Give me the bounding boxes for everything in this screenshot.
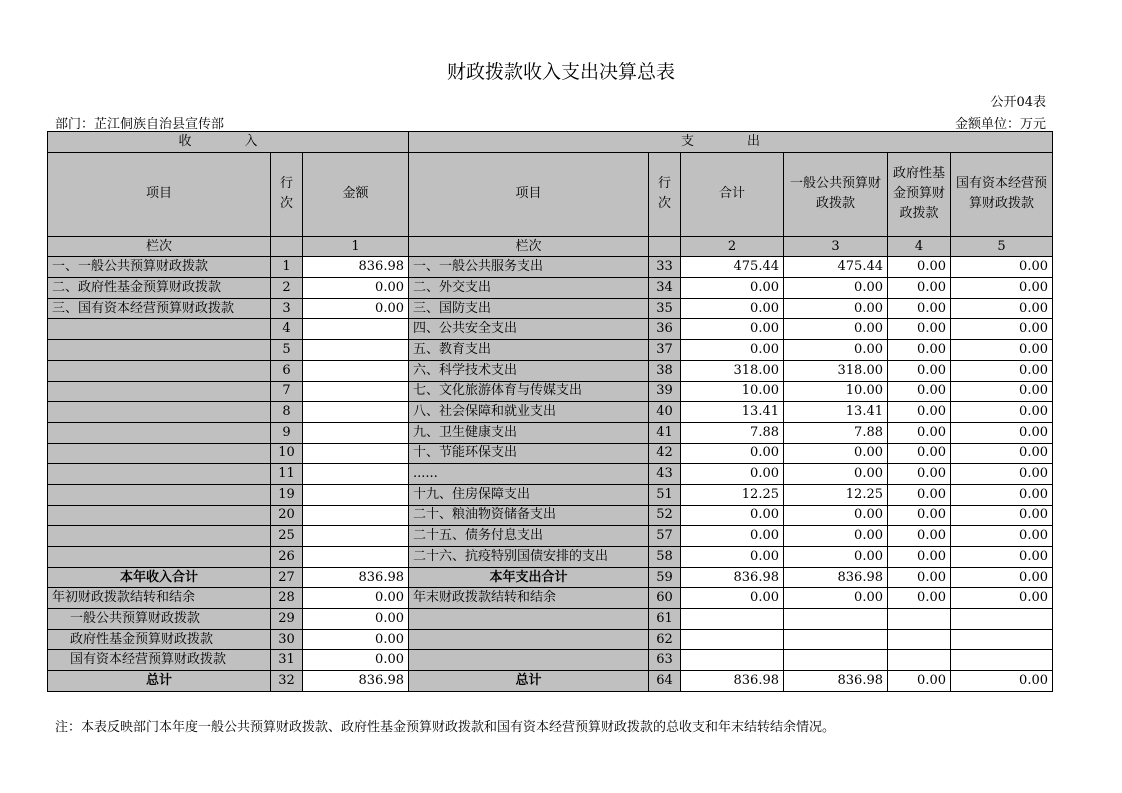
expense-item: 九、卫生健康支出 xyxy=(409,422,649,443)
expense-item xyxy=(409,609,649,630)
income-row-no: 27 xyxy=(271,567,303,588)
income-row-no: 28 xyxy=(271,588,303,609)
expense-row-no: 43 xyxy=(649,464,681,485)
income-row-no: 29 xyxy=(271,609,303,630)
expense-item: 一、一般公共服务支出 xyxy=(409,257,649,278)
expense-gov-fund: 0.00 xyxy=(888,381,951,402)
expense-state-capital: 0.00 xyxy=(951,278,1053,299)
expense-item: 二十五、债务付息支出 xyxy=(409,526,649,547)
income-row-no: 25 xyxy=(271,526,303,547)
expense-state-capital: 0.00 xyxy=(951,360,1053,381)
expense-gov-fund: 0.00 xyxy=(888,464,951,485)
expense-general-budget xyxy=(784,629,888,650)
income-amount: 836.98 xyxy=(303,567,409,588)
expense-state-capital: 0.00 xyxy=(951,464,1053,485)
income-amount xyxy=(303,526,409,547)
table-row xyxy=(48,319,1053,340)
expense-gov-fund: 0.00 xyxy=(888,505,951,526)
expense-section-header: 支 出 xyxy=(409,132,1053,153)
expense-total: 0.00 xyxy=(681,340,784,361)
income-item: 本年收入合计 xyxy=(48,567,271,588)
expense-state-capital: 0.00 xyxy=(951,381,1053,402)
expense-row-no: 58 xyxy=(649,547,681,568)
income-section-header: 收 入 xyxy=(48,132,409,153)
income-item: 年初财政拨款结转和结余 xyxy=(48,588,271,609)
income-item xyxy=(48,360,271,381)
expense-item xyxy=(409,650,649,671)
expense-gov-fund xyxy=(888,650,951,671)
expense-item: 年末财政拨款结转和结余 xyxy=(409,588,649,609)
expense-general-budget: 10.00 xyxy=(784,381,888,402)
expense-state-capital: 0.00 xyxy=(951,526,1053,547)
table-row xyxy=(48,298,1053,319)
expense-item: 四、公共安全支出 xyxy=(409,319,649,340)
expense-row-no: 40 xyxy=(649,402,681,423)
income-item xyxy=(48,422,271,443)
income-row-no: 10 xyxy=(271,443,303,464)
expense-state-capital: 0.00 xyxy=(951,340,1053,361)
income-item xyxy=(48,526,271,547)
expense-general-budget: 0.00 xyxy=(784,319,888,340)
report-title: 财政拨款收入支出决算总表 xyxy=(446,61,675,83)
expense-total: 12.25 xyxy=(681,484,784,505)
carry-row xyxy=(48,609,1053,630)
income-row-no: 31 xyxy=(271,650,303,671)
income-item xyxy=(48,464,271,485)
expense-item: 三、国防支出 xyxy=(409,298,649,319)
income-amount xyxy=(303,422,409,443)
income-amount: 0.00 xyxy=(303,588,409,609)
expense-gov-fund: 0.00 xyxy=(888,319,951,340)
expense-row-no: 34 xyxy=(649,278,681,299)
header-state-capital: 国有资本经营预算财政拨款 xyxy=(951,152,1053,236)
income-row-no: 11 xyxy=(271,464,303,485)
income-amount: 0.00 xyxy=(303,650,409,671)
expense-gov-fund: 0.00 xyxy=(888,484,951,505)
expense-gov-fund: 0.00 xyxy=(888,588,951,609)
expense-total: 0.00 xyxy=(681,547,784,568)
expense-gov-fund: 0.00 xyxy=(888,567,951,588)
expense-gov-fund xyxy=(888,629,951,650)
income-item: 三、国有资本经营预算财政拨款 xyxy=(48,298,271,319)
footnote: 注：本表反映部门本年度一般公共预算财政拨款、政府性基金预算财政拨款和国有资本经营预算财政拨款的总收支和年末结转结余情况。 xyxy=(55,720,836,735)
expense-total: 0.00 xyxy=(681,319,784,340)
expense-total: 475.44 xyxy=(681,257,784,278)
expense-state-capital: 0.00 xyxy=(951,319,1053,340)
expense-item: 七、文化旅游体育与传媒支出 xyxy=(409,381,649,402)
income-amount: 0.00 xyxy=(303,278,409,299)
income-row-no: 6 xyxy=(271,360,303,381)
income-amount xyxy=(303,484,409,505)
expense-row-no: 39 xyxy=(649,381,681,402)
income-row-no: 8 xyxy=(271,402,303,423)
expense-item: 二十六、抗疫特别国债安排的支出 xyxy=(409,547,649,568)
income-row-no: 20 xyxy=(271,505,303,526)
expense-item: 五、教育支出 xyxy=(409,340,649,361)
expense-item: 十、节能环保支出 xyxy=(409,443,649,464)
income-item xyxy=(48,547,271,568)
expense-gov-fund: 0.00 xyxy=(888,278,951,299)
expense-state-capital: 0.00 xyxy=(951,671,1053,692)
expense-row-no: 64 xyxy=(649,671,681,692)
expense-row-no: 62 xyxy=(649,629,681,650)
income-item: 二、政府性基金预算财政拨款 xyxy=(48,278,271,299)
income-amount: 836.98 xyxy=(303,257,409,278)
header-income-row-no: 行次 xyxy=(271,152,303,236)
income-amount xyxy=(303,319,409,340)
expense-state-capital: 0.00 xyxy=(951,298,1053,319)
expense-gov-fund: 0.00 xyxy=(888,671,951,692)
table-row xyxy=(48,381,1053,402)
expense-general-budget: 836.98 xyxy=(784,567,888,588)
income-amount xyxy=(303,443,409,464)
expense-row-no: 38 xyxy=(649,360,681,381)
col-index-1: 1 xyxy=(303,236,409,257)
table-row xyxy=(48,464,1053,485)
income-amount xyxy=(303,381,409,402)
table-row xyxy=(48,526,1053,547)
income-row-no: 26 xyxy=(271,547,303,568)
income-item: 政府性基金预算财政拨款 xyxy=(48,629,271,650)
expense-total xyxy=(681,650,784,671)
expense-state-capital: 0.00 xyxy=(951,443,1053,464)
table-row xyxy=(48,402,1053,423)
expense-general-budget: 12.25 xyxy=(784,484,888,505)
grand-total-row xyxy=(48,671,1053,692)
table-row xyxy=(48,422,1053,443)
expense-item: 六、科学技术支出 xyxy=(409,360,649,381)
expense-row-no: 60 xyxy=(649,588,681,609)
expense-general-budget xyxy=(784,650,888,671)
header-income-amount: 金额 xyxy=(303,152,409,236)
expense-total: 0.00 xyxy=(681,298,784,319)
header-total: 合计 xyxy=(681,152,784,236)
expense-row-no: 41 xyxy=(649,422,681,443)
expense-row-no: 37 xyxy=(649,340,681,361)
expense-total: 0.00 xyxy=(681,443,784,464)
expense-general-budget: 836.98 xyxy=(784,671,888,692)
income-row-no: 3 xyxy=(271,298,303,319)
carry-row xyxy=(48,588,1053,609)
expense-row-no: 61 xyxy=(649,609,681,630)
expense-gov-fund: 0.00 xyxy=(888,402,951,423)
income-amount: 0.00 xyxy=(303,298,409,319)
expense-general-budget: 13.41 xyxy=(784,402,888,423)
table-row xyxy=(48,278,1053,299)
col-index-label-left: 栏次 xyxy=(48,236,271,257)
income-amount xyxy=(303,547,409,568)
col-index-2: 2 xyxy=(681,236,784,257)
income-item xyxy=(48,484,271,505)
form-number: 公开04表 xyxy=(990,95,1046,110)
fiscal-summary-table xyxy=(47,131,1053,692)
carry-row xyxy=(48,650,1053,671)
expense-row-no: 42 xyxy=(649,443,681,464)
expense-row-no: 33 xyxy=(649,257,681,278)
col-index-4: 4 xyxy=(888,236,951,257)
expense-state-capital: 0.00 xyxy=(951,567,1053,588)
expense-total: 836.98 xyxy=(681,567,784,588)
column-index-row xyxy=(48,236,1053,257)
expense-total: 10.00 xyxy=(681,381,784,402)
expense-total: 836.98 xyxy=(681,671,784,692)
expense-gov-fund: 0.00 xyxy=(888,526,951,547)
income-amount: 0.00 xyxy=(303,629,409,650)
expense-row-no: 52 xyxy=(649,505,681,526)
expense-row-no: 51 xyxy=(649,484,681,505)
expense-item: 八、社会保障和就业支出 xyxy=(409,402,649,423)
expense-state-capital: 0.00 xyxy=(951,422,1053,443)
expense-general-budget: 0.00 xyxy=(784,526,888,547)
expense-general-budget: 0.00 xyxy=(784,298,888,319)
expense-item: 总计 xyxy=(409,671,649,692)
income-amount: 0.00 xyxy=(303,609,409,630)
header-gov-fund: 政府性基金预算财政拨款 xyxy=(888,152,951,236)
income-item xyxy=(48,340,271,361)
income-item: 一、一般公共预算财政拨款 xyxy=(48,257,271,278)
expense-total: 0.00 xyxy=(681,278,784,299)
column-header-row xyxy=(48,152,1053,236)
expense-gov-fund: 0.00 xyxy=(888,257,951,278)
income-row-no: 5 xyxy=(271,340,303,361)
expense-gov-fund: 0.00 xyxy=(888,422,951,443)
table-row xyxy=(48,257,1053,278)
expense-general-budget: 0.00 xyxy=(784,443,888,464)
expense-state-capital: 0.00 xyxy=(951,547,1053,568)
col-index-5: 5 xyxy=(951,236,1053,257)
table-row xyxy=(48,340,1053,361)
expense-general-budget: 0.00 xyxy=(784,588,888,609)
expense-total: 0.00 xyxy=(681,526,784,547)
expense-state-capital xyxy=(951,650,1053,671)
expense-state-capital: 0.00 xyxy=(951,484,1053,505)
expense-state-capital xyxy=(951,629,1053,650)
header-income-item: 项目 xyxy=(48,152,271,236)
expense-gov-fund: 0.00 xyxy=(888,547,951,568)
income-row-no: 7 xyxy=(271,381,303,402)
unit-label: 金额单位：万元 xyxy=(954,117,1046,132)
income-item: 一般公共预算财政拨款 xyxy=(48,609,271,630)
expense-general-budget: 0.00 xyxy=(784,505,888,526)
col-index-label-right: 栏次 xyxy=(409,236,649,257)
expense-state-capital: 0.00 xyxy=(951,505,1053,526)
header-expense-item: 项目 xyxy=(409,152,649,236)
income-item: 总计 xyxy=(48,671,271,692)
expense-gov-fund: 0.00 xyxy=(888,340,951,361)
expense-item: ...... xyxy=(409,464,649,485)
expense-row-no: 59 xyxy=(649,567,681,588)
expense-general-budget: 0.00 xyxy=(784,464,888,485)
income-amount xyxy=(303,340,409,361)
expense-item: 本年支出合计 xyxy=(409,567,649,588)
income-amount xyxy=(303,505,409,526)
table-row xyxy=(48,484,1053,505)
income-item: 国有资本经营预算财政拨款 xyxy=(48,650,271,671)
expense-general-budget: 0.00 xyxy=(784,278,888,299)
expense-general-budget: 7.88 xyxy=(784,422,888,443)
col-index-blank-right xyxy=(649,236,681,257)
header-expense-row-no: 行次 xyxy=(649,152,681,236)
expense-row-no: 63 xyxy=(649,650,681,671)
expense-state-capital: 0.00 xyxy=(951,588,1053,609)
expense-state-capital: 0.00 xyxy=(951,402,1053,423)
expense-general-budget: 318.00 xyxy=(784,360,888,381)
income-amount xyxy=(303,402,409,423)
expense-gov-fund: 0.00 xyxy=(888,360,951,381)
expense-state-capital xyxy=(951,609,1053,630)
income-amount xyxy=(303,360,409,381)
header-general-budget: 一般公共预算财政拨款 xyxy=(784,152,888,236)
expense-general-budget: 0.00 xyxy=(784,340,888,361)
expense-state-capital: 0.00 xyxy=(951,257,1053,278)
col-index-blank-left xyxy=(271,236,303,257)
department-label: 部门：芷江侗族自治县宣传部 xyxy=(55,117,225,132)
expense-general-budget: 475.44 xyxy=(784,257,888,278)
income-item xyxy=(48,381,271,402)
expense-total xyxy=(681,629,784,650)
expense-total: 7.88 xyxy=(681,422,784,443)
table-row xyxy=(48,443,1053,464)
income-row-no: 4 xyxy=(271,319,303,340)
expense-item: 二十、粮油物资储备支出 xyxy=(409,505,649,526)
income-amount xyxy=(303,464,409,485)
expense-row-no: 36 xyxy=(649,319,681,340)
year-total-row xyxy=(48,567,1053,588)
section-header-row xyxy=(48,132,1053,153)
income-item xyxy=(48,505,271,526)
income-row-no: 19 xyxy=(271,484,303,505)
income-row-no: 1 xyxy=(271,257,303,278)
income-row-no: 2 xyxy=(271,278,303,299)
expense-gov-fund xyxy=(888,609,951,630)
income-item xyxy=(48,319,271,340)
carry-row xyxy=(48,629,1053,650)
expense-row-no: 35 xyxy=(649,298,681,319)
table-row xyxy=(48,360,1053,381)
income-amount: 836.98 xyxy=(303,671,409,692)
income-item xyxy=(48,443,271,464)
income-row-no: 32 xyxy=(271,671,303,692)
income-item xyxy=(48,402,271,423)
expense-item xyxy=(409,629,649,650)
expense-general-budget: 0.00 xyxy=(784,547,888,568)
expense-total xyxy=(681,609,784,630)
income-row-no: 9 xyxy=(271,422,303,443)
expense-general-budget xyxy=(784,609,888,630)
expense-total: 0.00 xyxy=(681,464,784,485)
expense-total: 318.00 xyxy=(681,360,784,381)
expense-total: 0.00 xyxy=(681,588,784,609)
expense-row-no: 57 xyxy=(649,526,681,547)
expense-item: 十九、住房保障支出 xyxy=(409,484,649,505)
expense-total: 0.00 xyxy=(681,505,784,526)
expense-total: 13.41 xyxy=(681,402,784,423)
col-index-3: 3 xyxy=(784,236,888,257)
expense-gov-fund: 0.00 xyxy=(888,443,951,464)
table-row xyxy=(48,547,1053,568)
expense-gov-fund: 0.00 xyxy=(888,298,951,319)
expense-item: 二、外交支出 xyxy=(409,278,649,299)
table-row xyxy=(48,505,1053,526)
income-row-no: 30 xyxy=(271,629,303,650)
